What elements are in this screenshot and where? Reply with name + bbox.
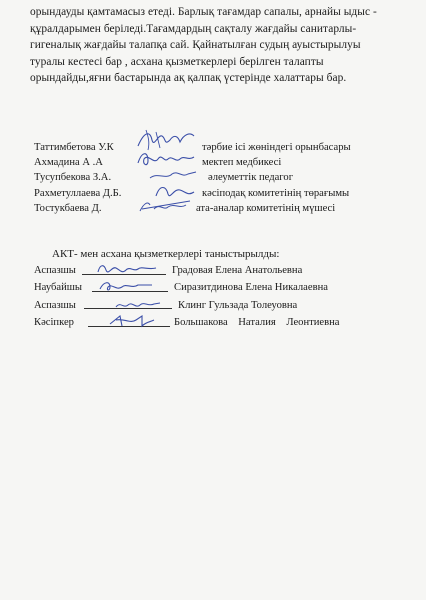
paragraph-line: құралдарымен беріледі.Тағамдардың сақталу жағдайы санитарлы- <box>30 22 357 35</box>
signatory-name: Тусупбекова З.А. <box>34 172 112 184</box>
signature-row <box>34 201 414 216</box>
signatory-role: мектеп медбикесі <box>202 157 282 169</box>
staff-row <box>34 297 414 314</box>
signatory-name: Ахмадина А .А <box>34 157 103 169</box>
commission-signatures <box>34 140 414 216</box>
staff-name: Градовая Елена Анатольевна <box>172 265 303 276</box>
handwritten-signature <box>134 195 198 217</box>
signature-row <box>34 140 414 155</box>
paragraph-line: гигеналық жағдайы талапқа сай. Қайнатылған судың ауыстырылуы <box>30 39 361 52</box>
signatory-name: Таттимбетова У.К <box>34 142 114 153</box>
paragraph-line: орындайды,яғни бастарында ақ қалпақ үстерінде халаттары бар. <box>30 72 347 85</box>
paragraph-line: туралы кестесі бар , асхана қызметкерлері берілген талапты <box>30 55 324 68</box>
signatory-name: Тостукбаева Д. <box>34 202 102 214</box>
signatory-role: тәрбие ісі жөніндегі орынбасары <box>202 142 351 153</box>
staff-row <box>34 314 414 331</box>
staff-name: Клинг Гульзада Толеуовна <box>178 299 298 311</box>
staff-acknowledgement-list <box>34 262 414 332</box>
body-paragraph <box>30 4 394 87</box>
signature-row <box>34 186 414 201</box>
signatory-role: әлеуметтік педагог <box>208 172 294 184</box>
handwritten-signature <box>106 312 156 330</box>
staff-name: Сиразитдинова Елена Никалаевна <box>174 282 328 294</box>
staff-position: Наубайшы <box>34 282 83 294</box>
signature-row <box>34 155 414 170</box>
handwritten-signature <box>94 260 160 278</box>
staff-name: Большакова Наталия Леонтиевна <box>174 317 340 329</box>
staff-position: Аспазшы <box>34 265 76 276</box>
signatory-role: ата-аналар комитетінің мүшесі <box>196 202 336 214</box>
signatory-role: кәсіподақ комитетінің төрағымы <box>202 187 350 199</box>
signature-row <box>34 170 414 185</box>
signatory-name: Рахметуллаева Д.Б. <box>34 187 122 199</box>
acknowledgement-intro: АКТ- мен асхана қызметкерлері таныстырылды: <box>52 248 280 260</box>
handwritten-signature <box>96 277 156 295</box>
staff-position: Кәсіпкер <box>34 317 74 329</box>
staff-row <box>34 279 414 296</box>
paragraph-line: орындауды қамтамасыз етеді. Барлық тағамдар сапалы, арнайы ыдыс - <box>30 6 377 18</box>
staff-position: Аспазшы <box>34 299 76 311</box>
staff-row <box>34 262 414 279</box>
handwritten-signature <box>114 297 164 313</box>
